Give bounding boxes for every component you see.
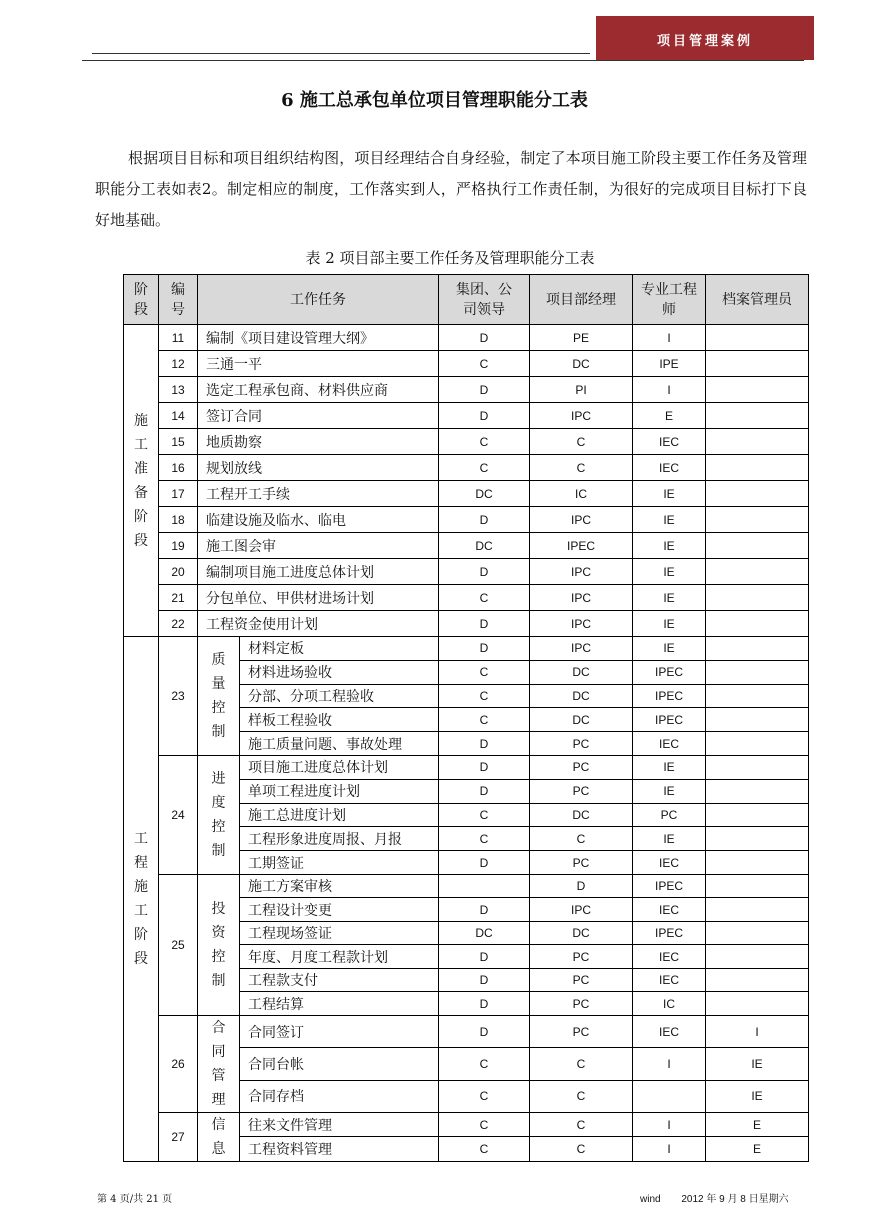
cell-pm: DC	[530, 921, 633, 945]
table-row	[124, 559, 809, 585]
footer-page: 第 4 页/共 21 页	[97, 1194, 173, 1205]
cell-engineer: IEC	[633, 851, 706, 875]
cell-leaders: D	[439, 851, 530, 875]
table-row	[124, 377, 809, 403]
cell-pm: C	[530, 429, 633, 455]
cell-leaders: D	[439, 755, 530, 779]
cell-group-name	[198, 1015, 240, 1112]
cell-task: 样板工程验收	[240, 708, 439, 732]
cell-number: 13	[159, 377, 198, 403]
cell-archive	[706, 874, 809, 898]
cell-task: 编制项目施工进度总体计划	[198, 559, 439, 585]
footer-right	[640, 1190, 789, 1205]
cell-engineer: IPEC	[633, 921, 706, 945]
cell-archive	[706, 429, 809, 455]
cell-number: 18	[159, 507, 198, 533]
cell-archive	[706, 755, 809, 779]
header-badge	[596, 16, 814, 60]
table-row	[124, 611, 809, 637]
cell-task: 合同签订	[240, 1015, 439, 1047]
cell-pm: IPEC	[530, 533, 633, 559]
cell-archive	[706, 898, 809, 922]
cell-leaders: C	[439, 684, 530, 708]
cell-leaders: D	[439, 898, 530, 922]
footer-author: wind	[640, 1194, 661, 1205]
cell-archive: IE	[706, 1048, 809, 1080]
cell-group-number: 23	[159, 637, 198, 756]
cell-engineer: E	[633, 403, 706, 429]
cell-pm: C	[530, 1048, 633, 1080]
cell-archive	[706, 403, 809, 429]
cell-leaders: C	[439, 351, 530, 377]
cell-leaders: D	[439, 325, 530, 351]
cell-task: 三通一平	[198, 351, 439, 377]
header-archive: 档案管理员	[706, 275, 809, 325]
cell-pm: PC	[530, 945, 633, 969]
cell-task: 临建设施及临水、临电	[198, 507, 439, 533]
cell-pm: IPC	[530, 507, 633, 533]
cell-leaders: D	[439, 732, 530, 756]
cell-leaders: C	[439, 429, 530, 455]
header-number: 编号	[159, 275, 198, 325]
cell-archive: E	[706, 1137, 809, 1162]
header-stage: 阶段	[124, 275, 159, 325]
cell-leaders: C	[439, 585, 530, 611]
cell-task: 分包单位、甲供材进场计划	[198, 585, 439, 611]
table-row	[124, 755, 809, 779]
cell-leaders: D	[439, 559, 530, 585]
prep-stage-body	[124, 325, 809, 637]
cell-archive	[706, 779, 809, 803]
table-row	[124, 325, 809, 351]
cell-pm: PI	[530, 377, 633, 403]
cell-leaders: D	[439, 968, 530, 992]
cell-task: 合同台帐	[240, 1048, 439, 1080]
cell-engineer: IE	[633, 585, 706, 611]
cell-pm: DC	[530, 351, 633, 377]
cell-pm: PC	[530, 992, 633, 1016]
cell-task: 施工质量问题、事故处理	[240, 732, 439, 756]
cell-pm: C	[530, 1137, 633, 1162]
cell-engineer: IEC	[633, 429, 706, 455]
cell-pm: IC	[530, 481, 633, 507]
cell-task: 项目施工进度总体计划	[240, 755, 439, 779]
cell-group-name-text: 合同管理	[211, 1019, 226, 1108]
stage-label-prep	[124, 325, 159, 637]
cell-pm: PC	[530, 851, 633, 875]
table-row	[124, 403, 809, 429]
cell-engineer: IEC	[633, 945, 706, 969]
cell-group-name-text: 投资控制	[211, 900, 226, 989]
cell-engineer: IEC	[633, 968, 706, 992]
cell-leaders: D	[439, 377, 530, 403]
table-row	[124, 351, 809, 377]
cell-task: 工程款支付	[240, 968, 439, 992]
cell-archive	[706, 325, 809, 351]
cell-number: 14	[159, 403, 198, 429]
header-badge-text: 项目管理案例	[656, 34, 753, 49]
cell-pm: C	[530, 1080, 633, 1112]
responsibility-table	[123, 274, 809, 1162]
cell-number: 19	[159, 533, 198, 559]
cell-archive: IE	[706, 1080, 809, 1112]
table-header-row	[124, 275, 809, 325]
cell-number: 20	[159, 559, 198, 585]
cell-leaders: C	[439, 660, 530, 684]
cell-archive	[706, 968, 809, 992]
cell-leaders: D	[439, 507, 530, 533]
table-row	[124, 1112, 809, 1137]
cell-group-name	[198, 874, 240, 1015]
cell-pm: DC	[530, 708, 633, 732]
cell-archive	[706, 921, 809, 945]
cell-leaders: C	[439, 1048, 530, 1080]
cell-task: 往来文件管理	[240, 1112, 439, 1137]
cell-task: 工程形象进度周报、月报	[240, 827, 439, 851]
cell-leaders: D	[439, 1015, 530, 1047]
cell-group-name	[198, 755, 240, 874]
header-task: 工作任务	[198, 275, 439, 325]
cell-pm: C	[530, 827, 633, 851]
table-row	[124, 481, 809, 507]
cell-pm: IPC	[530, 611, 633, 637]
cell-archive	[706, 351, 809, 377]
cell-engineer: IE	[633, 611, 706, 637]
cell-leaders: C	[439, 827, 530, 851]
cell-pm: C	[530, 1112, 633, 1137]
cell-task: 施工总进度计划	[240, 803, 439, 827]
cell-number: 11	[159, 325, 198, 351]
cell-task: 工程设计变更	[240, 898, 439, 922]
cell-pm: DC	[530, 803, 633, 827]
cell-engineer: IE	[633, 559, 706, 585]
header-leaders: 集团、公司领导	[439, 275, 530, 325]
cell-archive	[706, 945, 809, 969]
cell-task: 年度、月度工程款计划	[240, 945, 439, 969]
cell-number: 17	[159, 481, 198, 507]
cell-number: 22	[159, 611, 198, 637]
cell-group-name-text: 质量控制	[211, 651, 226, 740]
cell-pm: PC	[530, 968, 633, 992]
table-row	[124, 585, 809, 611]
cell-archive: E	[706, 1112, 809, 1137]
cell-archive	[706, 559, 809, 585]
cell-number: 12	[159, 351, 198, 377]
cell-archive	[706, 660, 809, 684]
cell-archive	[706, 455, 809, 481]
cell-group-name	[198, 637, 240, 756]
cell-engineer: I	[633, 325, 706, 351]
cell-engineer: IEC	[633, 732, 706, 756]
cell-task: 分部、分项工程验收	[240, 684, 439, 708]
header-rule-bottom	[82, 60, 804, 61]
cell-engineer: IE	[633, 637, 706, 661]
cell-task: 工程资金使用计划	[198, 611, 439, 637]
cell-number: 15	[159, 429, 198, 455]
cell-number: 16	[159, 455, 198, 481]
table-row	[124, 429, 809, 455]
cell-leaders: C	[439, 455, 530, 481]
cell-archive	[706, 585, 809, 611]
cell-archive	[706, 377, 809, 403]
cell-leaders: C	[439, 708, 530, 732]
cell-group-number: 24	[159, 755, 198, 874]
cell-group-number: 25	[159, 874, 198, 1015]
cell-engineer: IEC	[633, 455, 706, 481]
cell-leaders: DC	[439, 481, 530, 507]
cell-engineer: IPEC	[633, 708, 706, 732]
cell-task: 单项工程进度计划	[240, 779, 439, 803]
cell-leaders: C	[439, 1112, 530, 1137]
cell-archive	[706, 827, 809, 851]
cell-task: 施工方案审核	[240, 874, 439, 898]
cell-archive	[706, 637, 809, 661]
cell-task: 规划放线	[198, 455, 439, 481]
cell-leaders: D	[439, 945, 530, 969]
intro-paragraph: 根据项目目标和项目组织结构图，项目经理结合自身经验，制定了本项目施工阶段主要工作任务及管理职能分工表如表2。制定相应的制度，工作落实到人，严格执行工作责任制，为很好的完成项目目标打下良好地基础。	[95, 149, 807, 229]
cell-leaders: DC	[439, 533, 530, 559]
cell-pm: C	[530, 455, 633, 481]
cell-engineer: I	[633, 1137, 706, 1162]
cell-pm: IPC	[530, 637, 633, 661]
cell-engineer: PC	[633, 803, 706, 827]
cell-pm: D	[530, 874, 633, 898]
cell-archive: I	[706, 1015, 809, 1047]
cell-pm: DC	[530, 684, 633, 708]
cell-archive	[706, 708, 809, 732]
cell-pm: PC	[530, 1015, 633, 1047]
stage-label-prep-text: 施工准备阶段	[134, 412, 148, 549]
cell-task: 编制《项目建设管理大纲》	[198, 325, 439, 351]
cell-group-name-text: 信息	[211, 1116, 226, 1157]
cell-engineer	[633, 1080, 706, 1112]
cell-archive	[706, 533, 809, 559]
cell-task: 选定工程承包商、材料供应商	[198, 377, 439, 403]
cell-engineer: IC	[633, 992, 706, 1016]
cell-task: 工程资料管理	[240, 1137, 439, 1162]
section-title: 6 施工总承包单位项目管理职能分工表	[281, 90, 588, 111]
footer-date: 2012 年 9 月 8 日星期六	[681, 1194, 789, 1205]
cell-engineer: IPEC	[633, 660, 706, 684]
cell-engineer: IE	[633, 779, 706, 803]
cell-archive	[706, 992, 809, 1016]
cell-archive	[706, 481, 809, 507]
cell-task: 工程开工手续	[198, 481, 439, 507]
cell-task: 工程现场签证	[240, 921, 439, 945]
cell-task: 地质勘察	[198, 429, 439, 455]
cell-pm: IPC	[530, 559, 633, 585]
cell-engineer: IPEC	[633, 684, 706, 708]
cell-task: 工期签证	[240, 851, 439, 875]
cell-group-name-text: 进度控制	[211, 770, 226, 859]
cell-engineer: IEC	[633, 898, 706, 922]
cell-task: 材料进场验收	[240, 660, 439, 684]
cell-archive	[706, 851, 809, 875]
cell-leaders: C	[439, 1080, 530, 1112]
cell-number: 21	[159, 585, 198, 611]
cell-engineer: IE	[633, 755, 706, 779]
cell-pm: DC	[530, 660, 633, 684]
cell-group-name	[198, 1112, 240, 1161]
cell-engineer: IE	[633, 481, 706, 507]
cell-pm: IPC	[530, 898, 633, 922]
header-engineer: 专业工程师	[633, 275, 706, 325]
cell-engineer: IE	[633, 533, 706, 559]
table-row	[124, 533, 809, 559]
cell-leaders: D	[439, 779, 530, 803]
cell-archive	[706, 611, 809, 637]
cell-engineer: IPEC	[633, 874, 706, 898]
cell-pm: IPC	[530, 403, 633, 429]
cell-pm: PC	[530, 755, 633, 779]
cell-archive	[706, 684, 809, 708]
cell-engineer: I	[633, 1048, 706, 1080]
cell-leaders	[439, 874, 530, 898]
cell-leaders: D	[439, 403, 530, 429]
cell-pm: PE	[530, 325, 633, 351]
table-caption: 表 2 项目部主要工作任务及管理职能分工表	[305, 249, 595, 267]
cell-archive	[706, 732, 809, 756]
stage-label-construction-text: 工程施工阶段	[134, 830, 148, 967]
cell-leaders: DC	[439, 921, 530, 945]
cell-pm: IPC	[530, 585, 633, 611]
table-row	[124, 455, 809, 481]
cell-task: 工程结算	[240, 992, 439, 1016]
cell-pm: PC	[530, 779, 633, 803]
table-row	[124, 1015, 809, 1047]
cell-engineer: I	[633, 1112, 706, 1137]
cell-engineer: IPE	[633, 351, 706, 377]
cell-task: 合同存档	[240, 1080, 439, 1112]
cell-task: 材料定板	[240, 637, 439, 661]
table-row	[124, 874, 809, 898]
cell-archive	[706, 507, 809, 533]
cell-group-number: 26	[159, 1015, 198, 1112]
cell-task: 签订合同	[198, 403, 439, 429]
construction-stage-body	[124, 637, 809, 1162]
cell-archive	[706, 803, 809, 827]
cell-group-number: 27	[159, 1112, 198, 1161]
cell-leaders: D	[439, 637, 530, 661]
cell-engineer: IEC	[633, 1015, 706, 1047]
cell-leaders: C	[439, 1137, 530, 1162]
cell-leaders: D	[439, 611, 530, 637]
table-row	[124, 637, 809, 661]
stage-label-construction	[124, 637, 159, 1162]
cell-task: 施工图会审	[198, 533, 439, 559]
cell-leaders: C	[439, 803, 530, 827]
cell-pm: PC	[530, 732, 633, 756]
header-pm: 项目部经理	[530, 275, 633, 325]
cell-leaders: D	[439, 992, 530, 1016]
cell-engineer: I	[633, 377, 706, 403]
table-row	[124, 507, 809, 533]
header-rule-top	[92, 53, 590, 54]
cell-engineer: IE	[633, 827, 706, 851]
cell-engineer: IE	[633, 507, 706, 533]
